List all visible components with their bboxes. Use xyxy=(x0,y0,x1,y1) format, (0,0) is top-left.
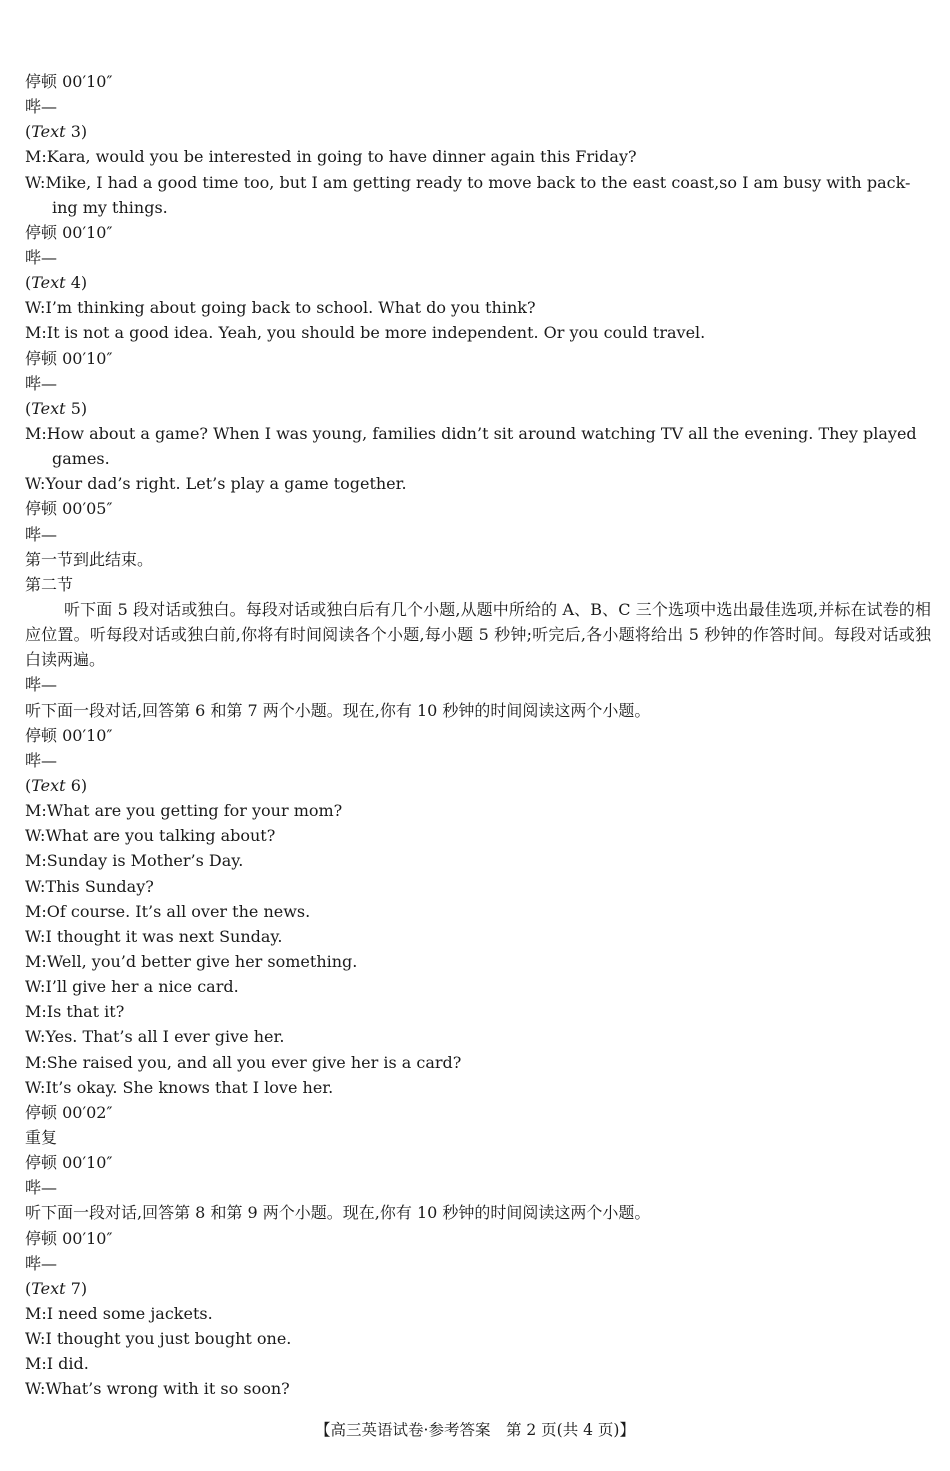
text-line: 哔— xyxy=(25,373,58,393)
document-body xyxy=(25,69,931,1402)
text-line: M:I did. xyxy=(25,1354,89,1374)
text-heading-label: Text xyxy=(31,398,66,418)
continuation-line: games. xyxy=(52,449,110,469)
text-line: 重复 xyxy=(25,1127,58,1147)
text-line: 哔— xyxy=(25,1253,58,1273)
text-line: W:What are you talking about? xyxy=(25,826,276,846)
text-heading xyxy=(25,396,931,421)
text-line: 停顿 00′10″ xyxy=(25,72,113,91)
text-line: M:She raised you, and all you ever give her is a card? xyxy=(25,1052,462,1072)
text-line: W:What’s wrong with it so soon? xyxy=(25,1379,290,1399)
text-line: W:I’m thinking about going back to school. What do you think? xyxy=(25,298,536,318)
text-heading-open: ( xyxy=(25,1278,32,1298)
text-line: 停顿 00′10″ xyxy=(25,1228,113,1248)
text-heading xyxy=(25,1276,931,1301)
text-line: 哔— xyxy=(25,675,58,695)
page-footer: 【高三英语试卷·参考答案 第 2 页(共 4 页)】 xyxy=(315,1421,635,1439)
text-heading-label: Text xyxy=(31,775,66,795)
text-heading xyxy=(25,119,931,144)
text-line: 停顿 00′05″ xyxy=(25,499,113,519)
text-heading-number: 6) xyxy=(65,775,88,795)
text-line: 第二节 xyxy=(25,574,74,594)
text-heading-open: ( xyxy=(25,122,32,142)
text-line: W:It’s okay. She knows that I love her. xyxy=(25,1077,334,1097)
text-heading-label: Text xyxy=(31,273,66,293)
text-heading-label: Text xyxy=(31,122,66,142)
text-line: 停顿 00′02″ xyxy=(25,1102,113,1122)
text-line: M:Kara, would you be interested in going to have dinner again this Friday? xyxy=(25,147,637,167)
text-heading xyxy=(25,270,931,295)
text-line: 听下面一段对话,回答第 6 和第 7 两个小题。现在,你有 10 秒钟的时间阅读这两个小题。 xyxy=(25,700,651,720)
text-line: 哔— xyxy=(25,524,58,544)
text-line: W:This Sunday? xyxy=(25,876,154,896)
text-line: W:Your dad’s right. Let’s play a game together. xyxy=(25,474,407,494)
continuation-line: ing my things. xyxy=(52,197,168,217)
text-line: 第一节到此结束。 xyxy=(25,549,154,569)
text-line: 停顿 00′10″ xyxy=(25,348,113,368)
text-line: 哔— xyxy=(25,1178,58,1198)
text-line: W:I thought you just bought one. xyxy=(25,1329,292,1349)
text-heading-number: 7) xyxy=(65,1278,88,1298)
text-line: W:I’ll give her a nice card. xyxy=(25,977,239,997)
text-line: 听下面一段对话,回答第 8 和第 9 两个小题。现在,你有 10 秒钟的时间阅读这两个小题。 xyxy=(25,1203,651,1223)
text-heading-label: Text xyxy=(31,1278,66,1298)
text-line: M:I need some jackets. xyxy=(25,1303,213,1323)
text-line: 停顿 00′10″ xyxy=(25,1153,113,1173)
text-line: M:What are you getting for your mom? xyxy=(25,801,343,821)
text-heading xyxy=(25,773,931,798)
text-line: 哔— xyxy=(25,247,58,267)
text-heading-number: 4) xyxy=(65,273,88,293)
text-line: W:Yes. That’s all I ever give her. xyxy=(25,1027,285,1047)
text-heading-open: ( xyxy=(25,775,32,795)
text-line: M:Sunday is Mother’s Day. xyxy=(25,851,244,871)
text-line: W:Mike, I had a good time too, but I am getting ready to move back to the east coast,so I am busy with pack- xyxy=(25,172,911,192)
text-line: M:Of course. It’s all over the news. xyxy=(25,901,311,921)
text-line: M:How about a game? When I was young, families didn’t sit around watching TV all the evening. They played xyxy=(25,423,917,443)
text-heading-number: 5) xyxy=(65,398,88,418)
text-line: M:Is that it? xyxy=(25,1002,125,1022)
text-heading-number: 3) xyxy=(65,122,88,142)
text-line: W:I thought it was next Sunday. xyxy=(25,926,283,946)
text-line: M:It is not a good idea. Yeah, you should be more independent. Or you could travel. xyxy=(25,323,706,343)
text-heading-open: ( xyxy=(25,398,32,418)
text-line: 停顿 00′10″ xyxy=(25,725,113,745)
text-line: 哔— xyxy=(25,97,58,117)
text-line: M:Well, you’d better give her something. xyxy=(25,951,358,971)
text-heading-open: ( xyxy=(25,273,32,293)
text-line: 哔— xyxy=(25,750,58,770)
text-line: 停顿 00′10″ xyxy=(25,222,113,242)
instruction-paragraph: 听下面 5 段对话或独白。每段对话或独白后有几个小题,从题中所给的 A、B、C 三个选项中选出最佳选项,并标在试卷的相应位置。听每段对话或独白前,你将有时间阅读各个小题,每小题 5 秒钟;听完后,各小题将给出 5 秒钟的作答时间。每段对话或独白读两遍。 xyxy=(25,599,931,670)
